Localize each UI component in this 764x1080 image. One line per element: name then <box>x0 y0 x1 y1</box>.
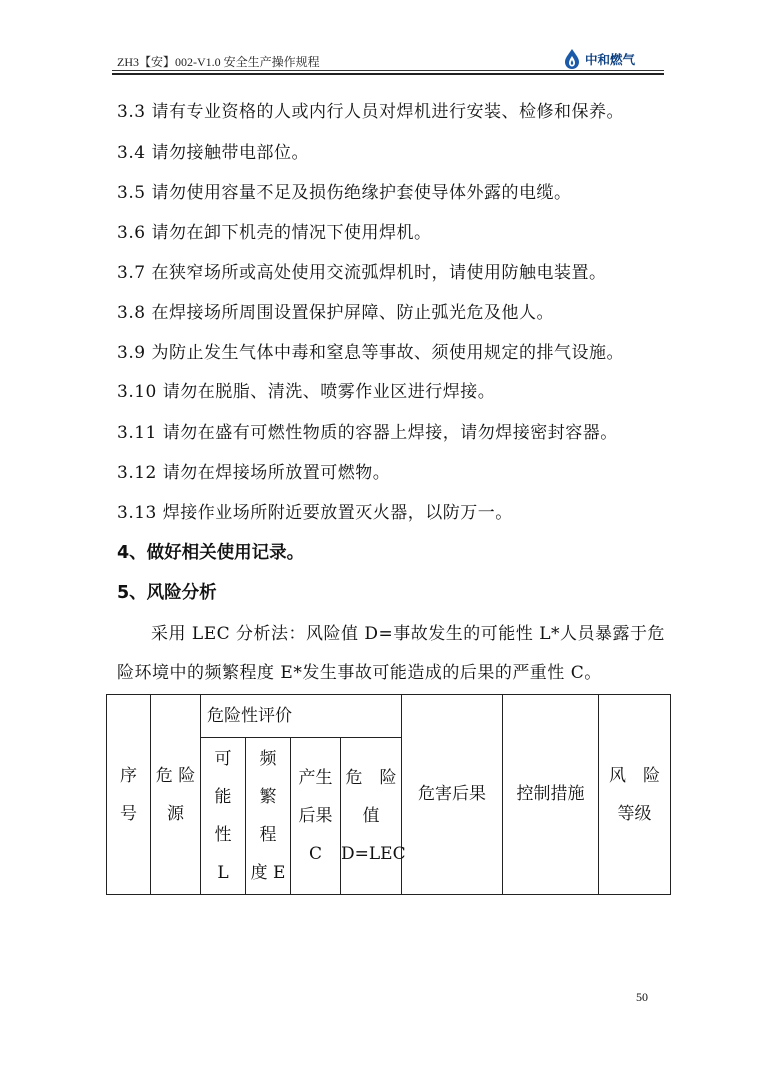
item-3-9: 3.9 为防止发生气体中毒和窒息等事故、须使用规定的排气设施。 <box>117 343 624 363</box>
item-3-3: 3.3 请有专业资格的人或内行人员对焊机进行安装、检修和保养。 <box>117 102 624 122</box>
paragraph-line-1: 采用 LEC 分析法：风险值 D=事故发生的可能性 L*人员暴露于危 <box>151 624 665 644</box>
header-title: ZH3【安】002-V1.0 安全生产操作规程 <box>117 55 320 69</box>
item-3-11: 3.11 请勿在盛有可燃性物质的容器上焊接，请勿焊接密封容器。 <box>117 423 618 443</box>
item-3-13: 3.13 焊接作业场所附近要放置灭火器，以防万一。 <box>117 503 513 523</box>
section-heading-5: 5、风险分析 <box>117 583 217 603</box>
header-consequence-severity: 产生 后果 C <box>291 738 341 895</box>
header-risk-value: 危 险 值 D=LEC <box>341 738 402 895</box>
item-3-12: 3.12 请勿在焊接场所放置可燃物。 <box>117 463 391 483</box>
flame-drop-icon <box>562 48 582 70</box>
item-3-10: 3.10 请勿在脱脂、清洗、喷雾作业区进行焊接。 <box>117 382 496 402</box>
page-number: 50 <box>636 990 648 1004</box>
header-hazard-source: 危 险 源 <box>151 695 201 895</box>
header-index: 序 号 <box>107 695 151 895</box>
header-likelihood: 可 能 性 L <box>201 738 246 895</box>
header-control-measures: 控制措施 <box>503 695 599 895</box>
header-rule <box>112 70 664 71</box>
logo-text: 中和燃气 <box>585 52 636 67</box>
paragraph-line-2: 险环境中的频繁程度 E*发生事故可能造成的后果的严重性 C。 <box>117 663 602 683</box>
item-3-8: 3.8 在焊接场所周围设置保护屏障、防止弧光危及他人。 <box>117 303 554 323</box>
item-3-5: 3.5 请勿使用容量不足及损伤绝缘护套使导体外露的电缆。 <box>117 183 572 203</box>
item-3-6: 3.6 请勿在卸下机壳的情况下使用焊机。 <box>117 223 432 243</box>
header-risk-level: 风 险 等级 <box>599 695 671 895</box>
section-heading-4: 4、做好相关使用记录。 <box>117 543 305 563</box>
risk-table <box>106 694 671 895</box>
item-3-7: 3.7 在狭窄场所或高处使用交流弧焊机时，请使用防触电装置。 <box>117 263 607 283</box>
header-consequence: 危害后果 <box>402 695 503 895</box>
header-risk-evaluation: 危险性评价 <box>201 695 402 738</box>
company-logo <box>562 48 652 70</box>
header-rule-thick <box>112 73 664 75</box>
header-exposure-frequency: 频 繁 程 度 E <box>246 738 291 895</box>
item-3-4: 3.4 请勿接触带电部位。 <box>117 143 309 163</box>
